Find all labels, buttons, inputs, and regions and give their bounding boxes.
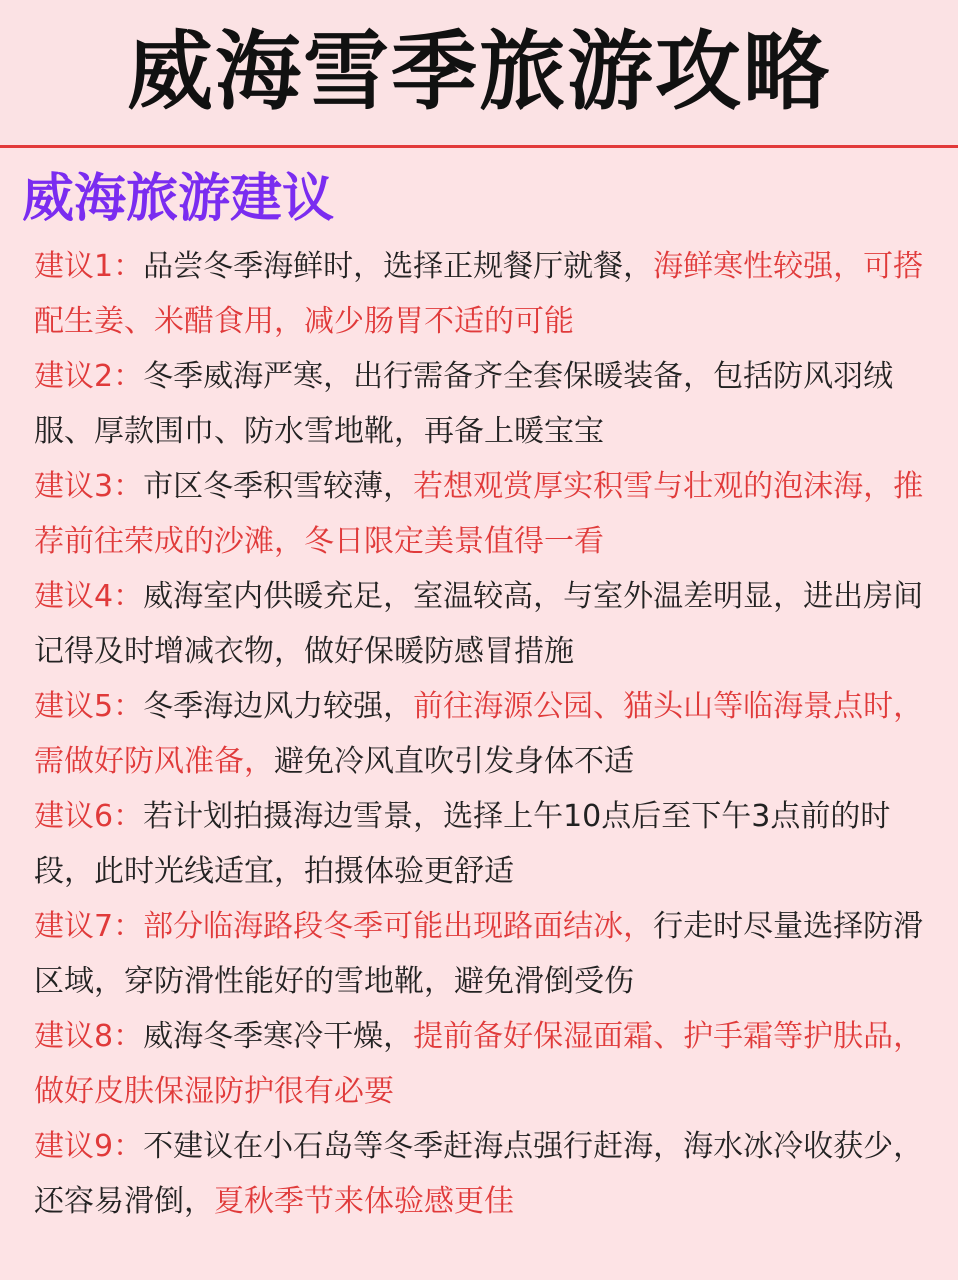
- tip-highlight: 夏秋季节来体验感更佳: [214, 1184, 514, 1219]
- tip-text: 市区冬季积雪较薄，: [143, 469, 414, 504]
- tip-item: [34, 1119, 924, 1229]
- tip-item: [34, 679, 924, 789]
- tip-text: 威海室内供暖充足，室温较高，与室外温差明显，进出房间记得及时增减衣物，做好保暖防感冒措施: [34, 579, 924, 669]
- tip-item: [34, 349, 924, 459]
- tip-item: [34, 459, 924, 569]
- tip-highlight: 提前备好保湿面霜、护手霜等护肤品，做好皮肤保湿防护很有必要: [34, 1019, 924, 1109]
- tip-highlight: 前往海源公园、猫头山等临海景点时，需做好防风准备，: [34, 689, 924, 779]
- tip-item: [34, 239, 924, 349]
- tip-text: 威海冬季寒冷干燥，: [143, 1019, 414, 1054]
- tip-item: [34, 569, 924, 679]
- title-divider: [0, 145, 958, 148]
- page-title: 威海雪季旅游攻略: [127, 21, 831, 122]
- tip-label: 建议8：: [34, 1019, 144, 1054]
- tip-label: 建议6：: [34, 799, 144, 834]
- tip-text: 品尝冬季海鲜时，选择正规餐厅就餐，: [143, 249, 654, 284]
- section-heading: 威海旅游建议: [22, 168, 335, 229]
- tip-item: [34, 1009, 924, 1119]
- tip-text: 冬季威海严寒，出行需备齐全套保暖装备，包括防风羽绒服、厚款围巾、防水雪地靴，再备上暖宝宝: [34, 359, 894, 449]
- tip-label: 建议4：: [34, 579, 144, 614]
- tip-text: 冬季海边风力较强，: [143, 689, 414, 724]
- tip-text: 行走时尽量选择防滑区域，穿防滑性能好的雪地靴，避免滑倒受伤: [34, 909, 924, 999]
- tip-item: [34, 899, 924, 1009]
- tip-item: [34, 789, 924, 899]
- tip-highlight: 若想观赏厚实积雪与壮观的泡沫海，推荐前往荣成的沙滩，冬日限定美景值得一看: [34, 469, 924, 559]
- tip-highlight: 海鲜寒性较强，可搭配生姜、米醋食用，减少肠胃不适的可能: [34, 249, 924, 339]
- tip-text: 不建议在小石岛等冬季赶海点强行赶海，海水冰冷收获少，还容易滑倒，: [34, 1129, 924, 1219]
- tip-label: 建议1：: [34, 249, 144, 284]
- tip-label: 建议9：: [34, 1129, 144, 1164]
- tip-text: 避免冷风直吹引发身体不适: [274, 744, 634, 779]
- tip-label: 建议3：: [34, 469, 144, 504]
- tip-label: 建议7：: [34, 909, 144, 944]
- tip-label: 建议2：: [34, 359, 144, 394]
- tip-highlight: 部分临海路段冬季可能出现路面结冰，: [143, 909, 654, 944]
- tip-text: 若计划拍摄海边雪景，选择上午10点后至下午3点前的时段，此时光线适宜，拍摄体验更舒适: [34, 799, 891, 889]
- tip-label: 建议5：: [34, 689, 144, 724]
- tips-list: [34, 239, 924, 1229]
